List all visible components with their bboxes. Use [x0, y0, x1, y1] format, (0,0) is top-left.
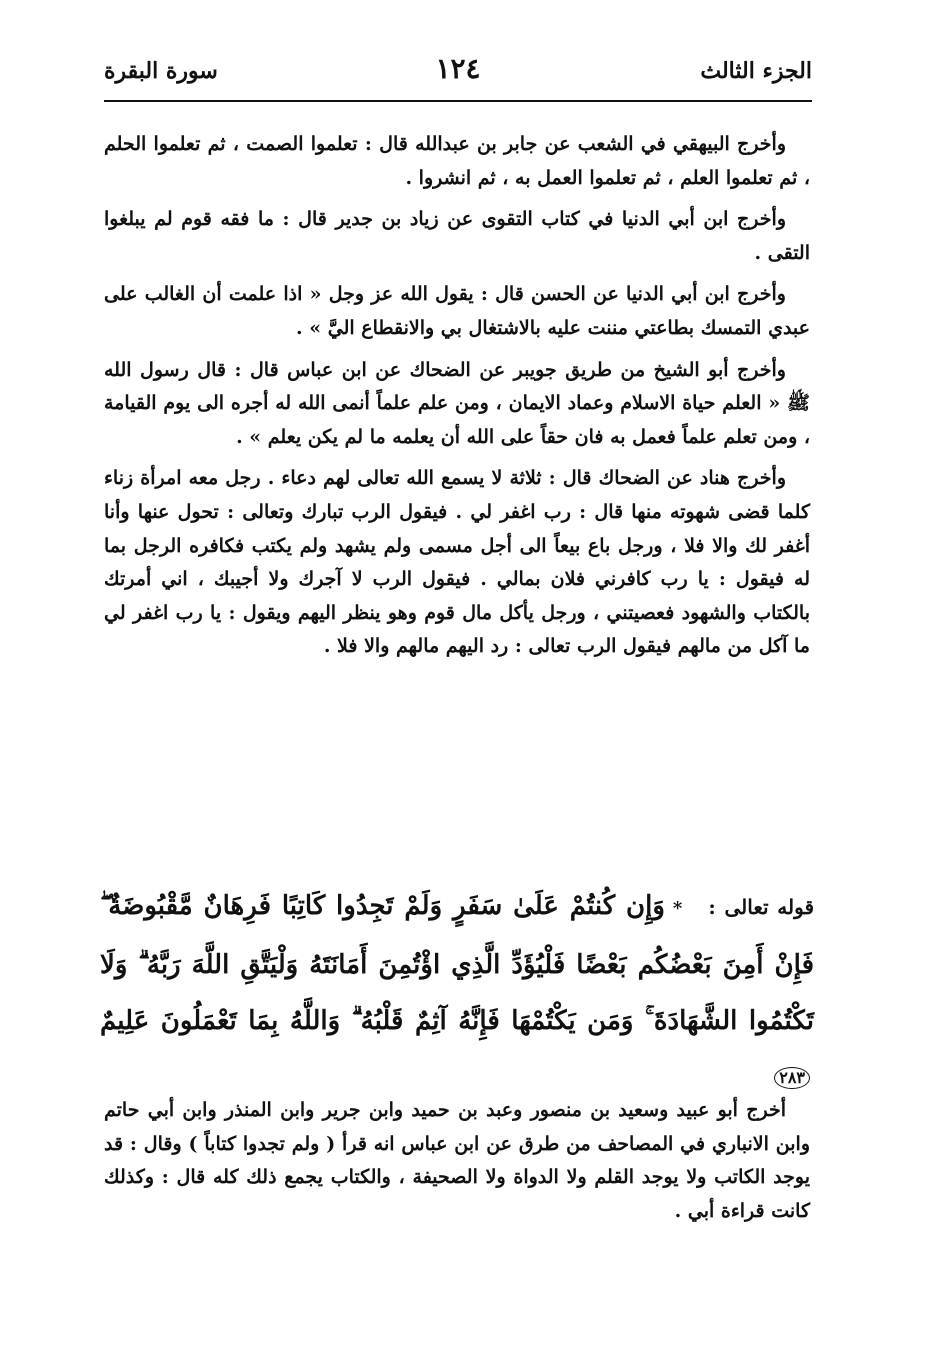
page-number: ١٢٤ — [435, 52, 481, 85]
ayah-number-marker: ٢٨٣ — [774, 1067, 810, 1089]
paragraph: وأخرج البيهقي في الشعب عن جابر بن عبدالله قال : تعلموا الصمت ، ثم تعلموا الحلم ، ثم تعلموا العلم ، ثم تعلموا العمل به ، ثم انشروا . — [104, 133, 810, 189]
verse-label: قوله تعالى : — [708, 895, 815, 919]
header-part-title: الجزء الثالث — [700, 58, 812, 84]
header-rule — [104, 100, 812, 102]
page-header — [104, 52, 812, 96]
paragraph: وأخرج ابن أبي الدنيا عن الحسن قال : يقول الله عز وجل « اذا علمت أن الغالب على عبدي التمسك بطاعتي مننت عليه بالاشتغال بي والانقطاع اليَّ » . — [104, 283, 810, 339]
paragraph: وأخرج هناد عن الضحاك قال : ثلاثة لا يسمع الله تعالى لهم دعاء . رجل معه امرأة زناء كلما قضى شهوته منها قال : رب اغفر لي . فيقول الرب تبارك وتعالى : تحول عنها وأنا أغفر لك والا فلا ، ورجل باع بيعاً الى أجل مسمى ولم يشهد ولم يكتب فكافره الرجل بما له فيقول : يا رب كافرني فلان بمالي . فيقول الرب لا آجرك ولا أجيبك ، اني أمرتك بالكتاب والشهود فعصيتني ، ورجل يأكل مال قوم وهو ينظر اليهم ويقول : يا رب اغفر لي ما آكل من مالهم فيقول الرب تعالى : رد اليهم مالهم والا فلا . — [104, 467, 810, 658]
paragraph: أخرج أبو عبيد وسعيد بن منصور وعبد بن حميد وابن جرير وابن المنذر وابن أبي حاتم وابن الانباري في المصاحف من طرق عن ابن عباس انه قرأ ( ولم تجدوا كتاباً ) وقال : قد يوجد الكاتب ولا يوجد القلم ولا الدواة ولا الصحيفة ، والكتاب يجمع ذلك كله قال : وكذلك كانت قراءة أبي . — [104, 1099, 810, 1222]
commentary-paragraph — [104, 1094, 810, 1236]
verse-text: وَإِن كُنتُمْ عَلَىٰ سَفَرٍ وَلَمْ تَجِدُوا كَاتِبًا فَرِهَانٌ مَّقْبُوضَةٌ ۖ فَإِنْ أَمِنَ بَعْضُكُم بَعْضًا فَلْيُؤَدِّ الَّذِي اؤْتُمِنَ أَمَانَتَهُ وَلْيَتَّقِ اللَّهَ رَبَّهُ ۗ وَلَا تَكْتُمُوا الشَّهَادَةَ ۚ وَمَن يَكْتُمْهَا فَإِنَّهُ آثِمٌ قَلْبُهُ ۗ وَاللَّهُ بِمَا تَعْمَلُونَ عَلِيمٌ — [100, 891, 814, 1036]
paragraph: وأخرج ابن أبي الدنيا في كتاب التقوى عن زياد بن جدير قال : ما فقه قوم لم يبلغوا التقى . — [104, 208, 810, 264]
paragraph: وأخرج أبو الشيخ من طريق جويبر عن الضحاك عن ابن عباس قال : قال رسول الله ﷺ « العلم حياة الاسلام وعماد الايمان ، ومن علم علماً أنمى الله له أجره الى يوم القيامة ، ومن تعلم علماً فعمل به فان حقاً على الله أن يعلمه ما لم يكن يعلم » . — [104, 358, 810, 448]
verse-star-marker: * — [672, 898, 683, 919]
header-surah-title: سورة البقرة — [104, 58, 218, 84]
main-text — [104, 128, 810, 672]
quran-verse-block — [100, 878, 814, 1105]
